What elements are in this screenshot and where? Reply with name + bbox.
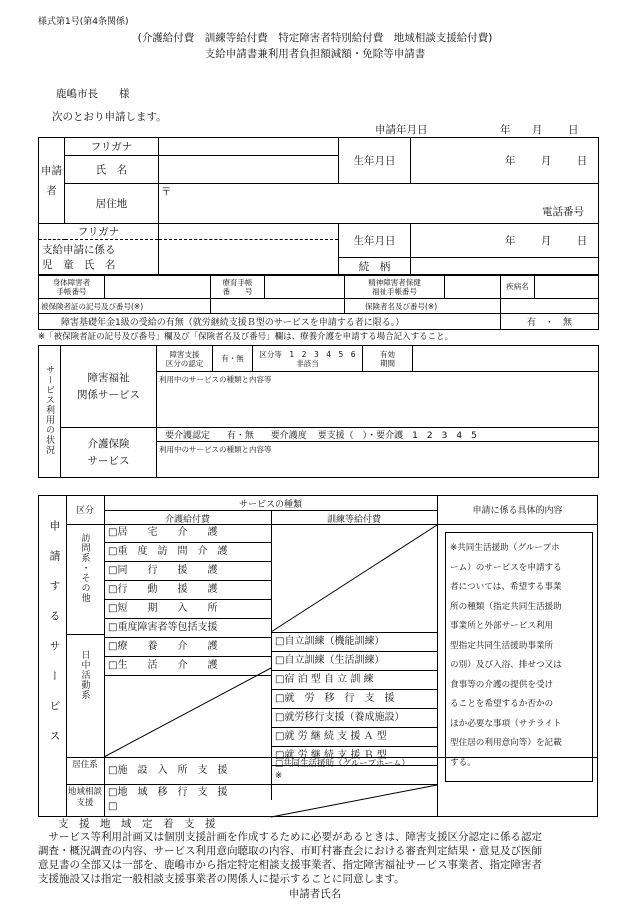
service-jyudo[interactable]: □重 度 訪 問 介 護: [104, 543, 271, 562]
care-in-use[interactable]: 利用中のサービスの種類と内容等: [157, 442, 599, 478]
service-seikatsu[interactable]: □生 活 介 護: [104, 657, 271, 676]
detail-note-line: 食事等の介護の提供を受け: [450, 679, 554, 690]
application-day: 日: [568, 124, 579, 136]
classification-label-2: 区分の認定: [165, 358, 204, 368]
application-date-label: 申請年月日: [375, 124, 428, 136]
kubun-header: 区分: [75, 506, 94, 516]
types-header: サービスの種類: [238, 500, 302, 510]
phone-label: 電話番号: [542, 206, 584, 218]
category-kyoju: 居住系: [72, 760, 98, 770]
service-iko[interactable]: □就 労 移 行 支 援: [271, 690, 437, 709]
valid-label-1: 有効: [380, 349, 395, 359]
service-seikatsu-kunren[interactable]: □自立訓練（生活訓練）: [271, 652, 437, 671]
pension-text: 障害基礎年金1級の受給の有無（就労継続支援Ｂ型のサービスを申請する者に限る。）: [39, 314, 501, 330]
diagonal-kunren-top: [271, 525, 437, 632]
consent-line-4: 支援施設又は指定一般相談支援事業者の関係人に提示することに同意します。: [38, 873, 405, 885]
name-label: 氏 名: [65, 156, 159, 184]
service-chiiki-box[interactable]: □: [108, 801, 118, 812]
detail-note-line: ることを希望するか否かの: [450, 699, 554, 709]
ryoiku-label-2: 番 号: [222, 286, 253, 296]
service-group-home-mark: ※: [275, 771, 283, 781]
service-tanki[interactable]: □短 期 入 所: [104, 600, 271, 619]
care-label-1: 介護保険: [87, 437, 130, 450]
service-kyotaku[interactable]: □居 宅 介 護: [104, 524, 271, 543]
consent-line-1: サービス等利用計画又は個別支援計画を作成するために必要があるときは、障害支援区分認定に係る認定: [38, 831, 542, 843]
insurer-label: 保険者名及び番号(※): [345, 299, 501, 314]
detail-note-line: する。: [450, 757, 476, 768]
application-year: 年: [500, 124, 511, 136]
services-side-text: 申請するサービス: [48, 520, 61, 760]
pension-options[interactable]: 有 ・ 無: [501, 314, 599, 330]
birth-month: 月: [540, 155, 552, 167]
physical-label-1: 身体障害者: [52, 277, 91, 287]
category-chiiki: 地域相談支援: [67, 787, 102, 808]
classification-label-1: 障害支援: [169, 349, 200, 359]
child-birth-year: 年: [505, 235, 516, 247]
kaigo-header: 介護給付費: [164, 515, 210, 525]
form-number: 様式第1号(第4条関係): [38, 17, 129, 27]
consent-line-2: 調査・概況調査の内容、サービス利用意向聴取の内容、市町村審査会における審査判定結果・意見及び医師: [38, 845, 542, 857]
ryoiku-label-1: 療育手帳: [222, 277, 253, 287]
detail-note-line: 者については、希望する事業: [450, 582, 562, 592]
child-furigana-label: フリガナ: [39, 224, 159, 240]
valid-label-2: 期間: [380, 358, 395, 368]
birth-day: 日: [576, 155, 588, 167]
postal-mark: 〒: [161, 186, 172, 198]
service-kino[interactable]: □自立訓練（機能訓練）: [271, 632, 437, 652]
disease-label: 疾病名: [501, 275, 535, 299]
applicant-side-label: 申請者: [39, 138, 65, 224]
mental-label-2: 福祉手帳番号: [372, 286, 417, 296]
detail-note-line: 所の種類（指定共同生活援助: [450, 601, 562, 612]
title-line-1: (介護給付費 訓練等給付費 特定障害者特別給付費 地域相談支援給付費): [137, 32, 493, 44]
detail-note-line: 型指定共同生活援助事業所: [450, 640, 554, 651]
consent-line-3: 意見書の全部又は一部を、鹿嶋市から指定特定相談支援事業者、指定障害福祉サービス事業者、指定障害者: [38, 859, 542, 871]
category-homon-text: 訪問系・その他: [79, 533, 90, 603]
detail-note-box: [445, 532, 593, 782]
service-keizoku-a[interactable]: □就 労 継 続 支 援 Ａ 型: [271, 728, 437, 747]
detail-note-line: ーム）のサービスを申請する: [450, 562, 562, 573]
welfare-label-2: 関係サービス: [77, 388, 140, 401]
detail-note-line: 事業所と外部サービス利用: [450, 621, 554, 631]
not-applicable: 非該当: [296, 358, 319, 368]
category-nicchu-text: 日中活動系: [79, 650, 90, 700]
welfare-in-use[interactable]: 利用中のサービスの種類と内容等: [157, 372, 599, 428]
class-levels-text: 区分等 1 2 3 4 5 6: [259, 349, 356, 359]
service-doko[interactable]: □同 行 援 護: [104, 562, 271, 581]
service-group-home-text: □共同生活援助（グループホーム）: [275, 759, 410, 769]
service-kodo[interactable]: □行 動 援 護: [104, 581, 271, 600]
birth-year: 年: [505, 155, 516, 167]
classification-has[interactable]: 有・無: [213, 346, 253, 372]
care-label-2: サービス: [87, 454, 130, 467]
care-cert-has: 有・無: [226, 431, 254, 441]
service-keizoku-b[interactable]: □就 労 継 続 支 援 Ｂ 型: [271, 747, 437, 766]
addressee: 鹿嶋市長 様: [56, 88, 130, 100]
intro-text: 次のとおり申請します。: [52, 111, 167, 123]
child-birth-month: 月: [540, 235, 552, 247]
physical-label-2: 手帳番号: [56, 286, 87, 296]
service-hokatsu[interactable]: □重度障害者等包括支援: [104, 619, 271, 638]
relation-label: 続 柄: [339, 258, 411, 276]
child-birth-label: 生年月日: [339, 224, 411, 258]
application-month: 月: [532, 124, 543, 136]
detail-note-line: の別）及び入浴、排せつ又は: [450, 660, 562, 670]
detail-note-lines: [450, 539, 588, 773]
service-nyusho[interactable]: □施 設 入 所 支 援: [108, 765, 228, 776]
detail-note-line: ほか必要な事項（サテライト: [450, 718, 562, 729]
diagonal-kaigo-bottom: [104, 668, 271, 757]
birth-label: 生年月日: [339, 138, 411, 184]
care-level-label: 要介護度: [270, 431, 307, 441]
service-shukuhaku[interactable]: □宿 泊 型 自 立 訓 練: [271, 671, 437, 690]
welfare-label-1: 障害福祉: [87, 371, 130, 384]
insured-label: 被保険者証の記号及び番号(※): [39, 299, 211, 314]
kunren-header: 訓練等給付費: [326, 515, 381, 525]
child-birth-day: 日: [576, 235, 588, 247]
mental-label-1: 精神障害者保健: [368, 277, 421, 287]
service-iko-yosei[interactable]: □就労移行支援（養成施設）: [271, 709, 437, 728]
usage-side-text: サービス利用の状況: [44, 365, 54, 455]
service-ryoyo[interactable]: □療 養 介 護: [104, 638, 271, 657]
care-cert-label: 要介護認定: [165, 431, 211, 441]
consent-block: [38, 830, 608, 886]
service-group-home[interactable]: [271, 758, 441, 782]
care-support-levels: 要支援（ ）・要介護 1 2 3 4 5: [317, 431, 477, 441]
title-line-2: 支給申請書兼利用者負担額減額・免除等申請書: [204, 48, 426, 60]
child-name-label-2: 児 童 氏 名: [42, 258, 116, 271]
insured-note: ※「被保険者証の記号及び番号」欄及び「保険者名及び番号」欄は、療養介護を申請する場合記入すること。: [38, 332, 454, 342]
signature-label: 申請者氏名: [288, 888, 342, 900]
furigana-label: フリガナ: [65, 138, 159, 156]
child-name-label-1: 支給申請に係る: [42, 243, 116, 256]
chiiki-teichaku[interactable]: 支 援 地 域 定 着 支 援: [58, 818, 216, 830]
diagonal-chiiki: [271, 785, 437, 817]
detail-header: 申請に係る具体的内容: [472, 506, 563, 516]
detail-note-line: 型住居の利用意向等）を記載: [450, 738, 562, 748]
address-label: 居住地: [65, 184, 159, 224]
service-chiiki-iko[interactable]: □地 域 移 行 支 援: [108, 787, 228, 798]
detail-note-line: ※共同生活援助（グループホ: [450, 543, 560, 553]
